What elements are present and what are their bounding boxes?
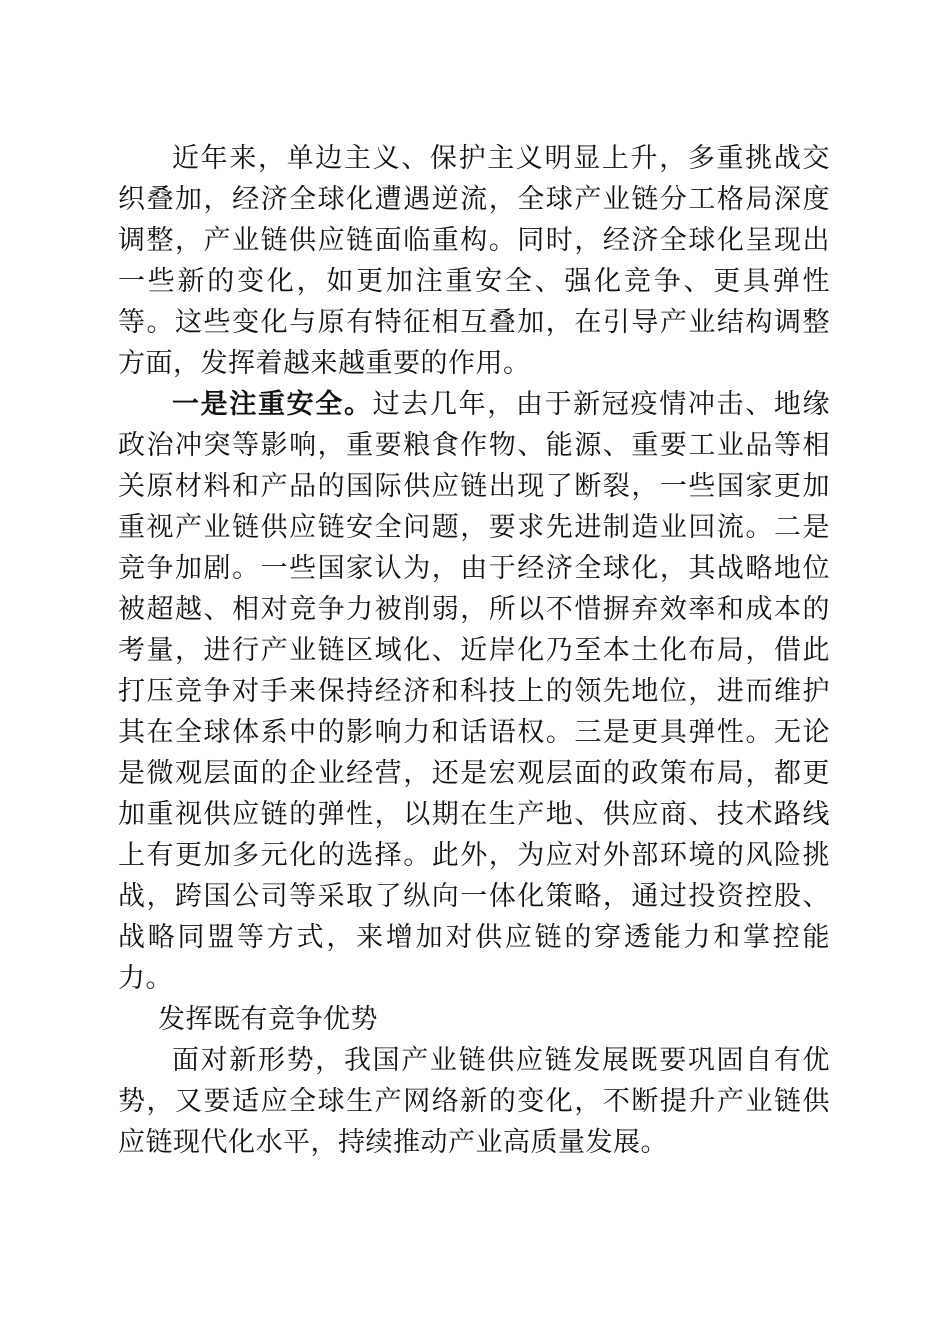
paragraph-changes-lead: 一是注重安全。 <box>172 389 373 420</box>
paragraph-conclusion: 面对新形势，我国产业链供应链发展既要巩固自有优势，又要适应全球生产网络新的变化，不断提升产业链供应链现代化水平，持续推动产业高质量发展。 <box>118 1045 830 1158</box>
document-body <box>118 138 830 1163</box>
paragraph-changes <box>118 384 830 999</box>
paragraph-intro: 近年来，单边主义、保护主义明显上升，多重挑战交织叠加，经济全球化遭遇逆流，全球产业链分工格局深度调整，产业链供应链面临重构。同时，经济全球化呈现出一些新的变化，如更加注重安全、强化竞争、更具弹性等。这些变化与原有特征相互叠加，在引导产业结构调整方面，发挥着越来越重要的作用。 <box>118 143 830 379</box>
paragraph-changes-text: 过去几年，由于新冠疫情冲击、地缘政治冲突等影响，重要粮食作物、能源、重要工业品等相关原材料和产品的国际供应链出现了断裂，一些国家更加重视产业链供应链安全问题，要求先进制造业回流。二是竞争加剧。一些国家认为，由于经济全球化，其战略地位被超越、相对竞争力被削弱，所以不惜摒弃效率和成本的考量，进行产业链区域化、近岸化乃至本土化布局，借此打压竞争对手来保持经济和科技上的领先地位，进而维护其在全球体系中的影响力和话语权。三是更具弹性。无论是微观层面的企业经营，还是宏观层面的政策布局，都更加重视供应链的弹性，以期在生产地、供应商、技术路线上有更加多元化的选择。此外，为应对外部环境的风险挑战，跨国公司等采取了纵向一体化策略，通过投资控股、战略同盟等方式，来增加对供应链的穿透能力和掌控能力。 <box>118 389 831 994</box>
section-heading: 发挥既有竞争优势 <box>158 1004 378 1035</box>
